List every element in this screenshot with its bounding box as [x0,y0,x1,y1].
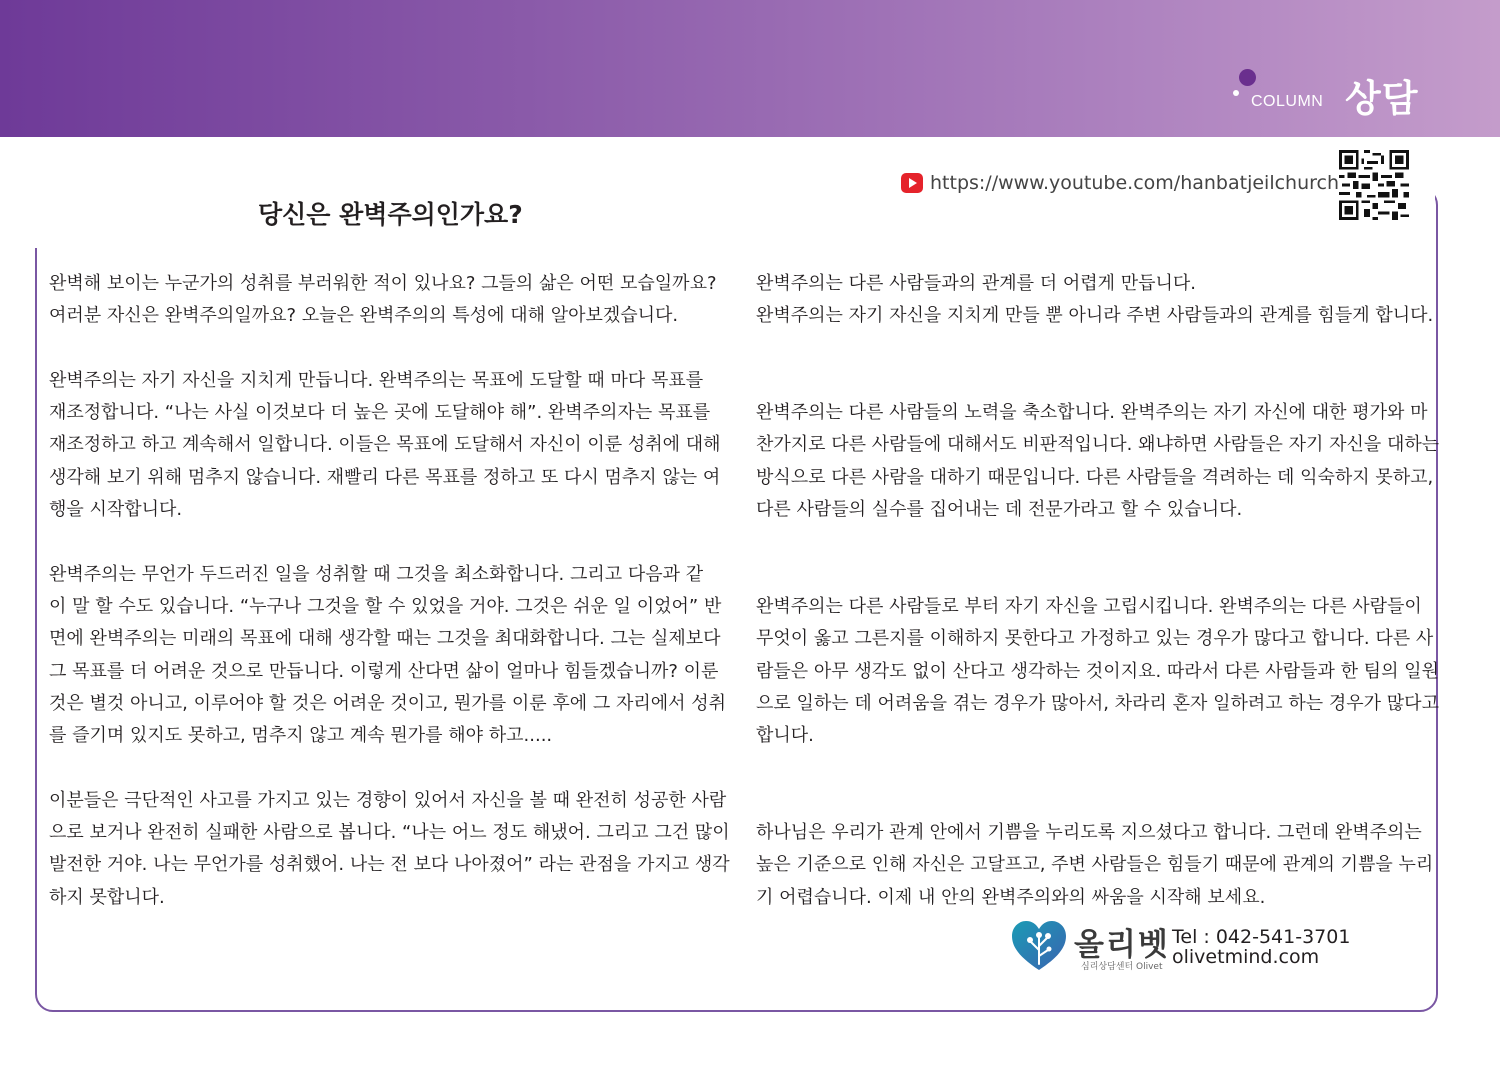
decorative-dot-icon [1239,69,1256,86]
text-line: 면에 완벽주의는 미래의 목표에 대해 생각할 때는 그것을 최대화합니다. 그는 실제보다 [49,628,721,650]
paragraph-gap [756,559,1439,591]
paragraph-gap [756,365,1439,397]
paragraph-gap [756,785,1439,817]
text-line: 하지 못합니다. [49,886,165,908]
olivet-heart-logo-icon [1011,920,1067,972]
header-banner [0,0,1500,137]
text-line: 무엇이 옳고 그른지를 이해하지 못한다고 가정하고 있는 경우가 많다고 합니다. 다른 사 [756,628,1434,650]
text-line: 완벽주의는 자기 자신을 지치게 만듭니다. 완벽주의는 목표에 도달할 때 마다 목표를 [49,369,704,391]
text-line: 생각해 보기 위해 멈추지 않습니다. 재빨리 다른 목표를 정하고 또 다시 멈추지 않는 여 [49,466,721,488]
logo-name: 올리벳 [1074,927,1170,963]
phone-number: Tel : 042-541-3701 [1172,926,1351,948]
text-line: 높은 기준으로 인해 자신은 고달프고, 주변 사람들은 힘들기 때문에 관계의 기쁨을 누리 [756,854,1434,876]
paragraph-gap [49,752,730,784]
text-line: 기 어렵습니다. 이제 내 안의 완벽주의와의 싸움을 시작해 보세요. [756,886,1266,908]
text-line: 재조정합니다. “나는 사실 이것보다 더 높은 곳에 도달해야 해”. 완벽주의자는 목표를 [49,402,711,424]
text-line: 재조정하고 하고 계속해서 일합니다. 이들은 목표에 도달해서 자신이 이룬 성취에 대해 [49,434,721,456]
text-line: 완벽주의는 무언가 두드러진 일을 성취할 때 그것을 최소화합니다. 그리고 다음과 같 [49,563,704,585]
text-line: 으로 보거나 완전히 실패한 사람으로 봅니다. “나는 어느 정도 해냈어. 그리고 그건 많이 [49,822,730,844]
text-line: 다른 사람들의 실수를 집어내는 데 전문가라고 할 수 있습니다. [756,499,1243,521]
paragraph-gap [756,752,1439,784]
text-line: 발전한 거야. 나는 무언가를 성취했어. 나는 전 보다 나아졌어” 라는 관점을 가지고 생각 [49,854,730,876]
text-line: 그 목표를 더 어려운 것으로 만듭니다. 이렇게 산다면 삶이 얼마나 힘들겠습니까? 이룬 [49,660,719,682]
text-line: 합니다. [756,725,814,747]
paragraph-gap [49,333,730,365]
text-line: 완벽주의는 다른 사람들과의 관계를 더 어렵게 만듭니다. [756,273,1196,294]
text-line: 이분들은 극단적인 사고를 가지고 있는 경향이 있어서 자신을 볼 때 완전히 성공한 사람 [49,789,727,811]
text-line: 완벽주의는 자기 자신을 지치게 만들 뿐 아니라 주변 사람들과의 관계를 힘들게 합니다. [756,305,1434,327]
text-line: 것은 별것 아니고, 이루어야 할 것은 어려운 것이고, 뭔가를 이룬 후에 그 자리에서 성취 [49,692,727,714]
decorative-small-dot-icon [1233,90,1239,96]
column-label: COLUMN [1251,93,1324,110]
text-line: 완벽주의는 다른 사람들의 노력을 축소합니다. 완벽주의는 자기 자신에 대한 평가와 마 [756,402,1428,424]
text-line: 찬가지로 다른 사람들에 대해서도 비판적입니다. 왜냐하면 사람들은 자기 자신을 대하는 [756,434,1440,456]
qr-code-icon[interactable] [1338,150,1410,220]
logo-subtitle: 심리상담센터 Olivet [1081,962,1163,972]
column-category: 상담 [1345,77,1419,120]
text-line: 를 즐기며 있지도 못하고, 멈추지 않고 계속 뭔가를 해야 하고..... [49,725,553,747]
text-line: 이 말 할 수도 있습니다. “누구나 그것을 할 수 있었을 거야. 그것은 쉬운 일 이었어” 반 [49,595,722,617]
youtube-icon [901,173,923,193]
article-title: 당신은 완벽주의인가요? [258,200,523,229]
text-line: 으로 일하는 데 어려움을 겪는 경우가 많아서, 차라리 혼자 일하려고 하는 경우가 많다고 [756,692,1439,714]
text-line: 행을 시작합니다. [49,499,183,521]
text-line: 완벽주의는 다른 사람들로 부터 자기 자신을 고립시킵니다. 완벽주의는 다른 사람들이 [756,595,1422,617]
text-line: 완벽해 보이는 누군가의 성취를 부러워한 적이 있나요? 그들의 삶은 어떤 모습일까요? [49,273,717,294]
paragraph-gap [49,526,730,558]
youtube-link[interactable]: https://www.youtube.com/hanbatjeilchurch [930,172,1340,194]
text-line: 람들은 아무 생각도 없이 산다고 생각하는 것이지요. 따라서 다른 사람들과 한 팀의 일원 [756,660,1439,682]
right-column [756,268,1439,914]
text-line: 하나님은 우리가 관계 안에서 기쁨을 누리도록 지으셨다고 합니다. 그런데 완벽주의는 [756,822,1422,844]
text-line: 방식으로 다른 사람을 대하기 때문입니다. 다른 사람들을 격려하는 데 익숙하지 못하고, [756,466,1434,488]
text-line: 여러분 자신은 완벽주의일까요? 오늘은 완벽주의의 특성에 대해 알아보겠습니다. [49,305,679,327]
left-column [49,268,730,914]
paragraph-gap [756,333,1439,365]
website-link[interactable]: olivetmind.com [1172,946,1320,968]
paragraph-gap [756,526,1439,558]
